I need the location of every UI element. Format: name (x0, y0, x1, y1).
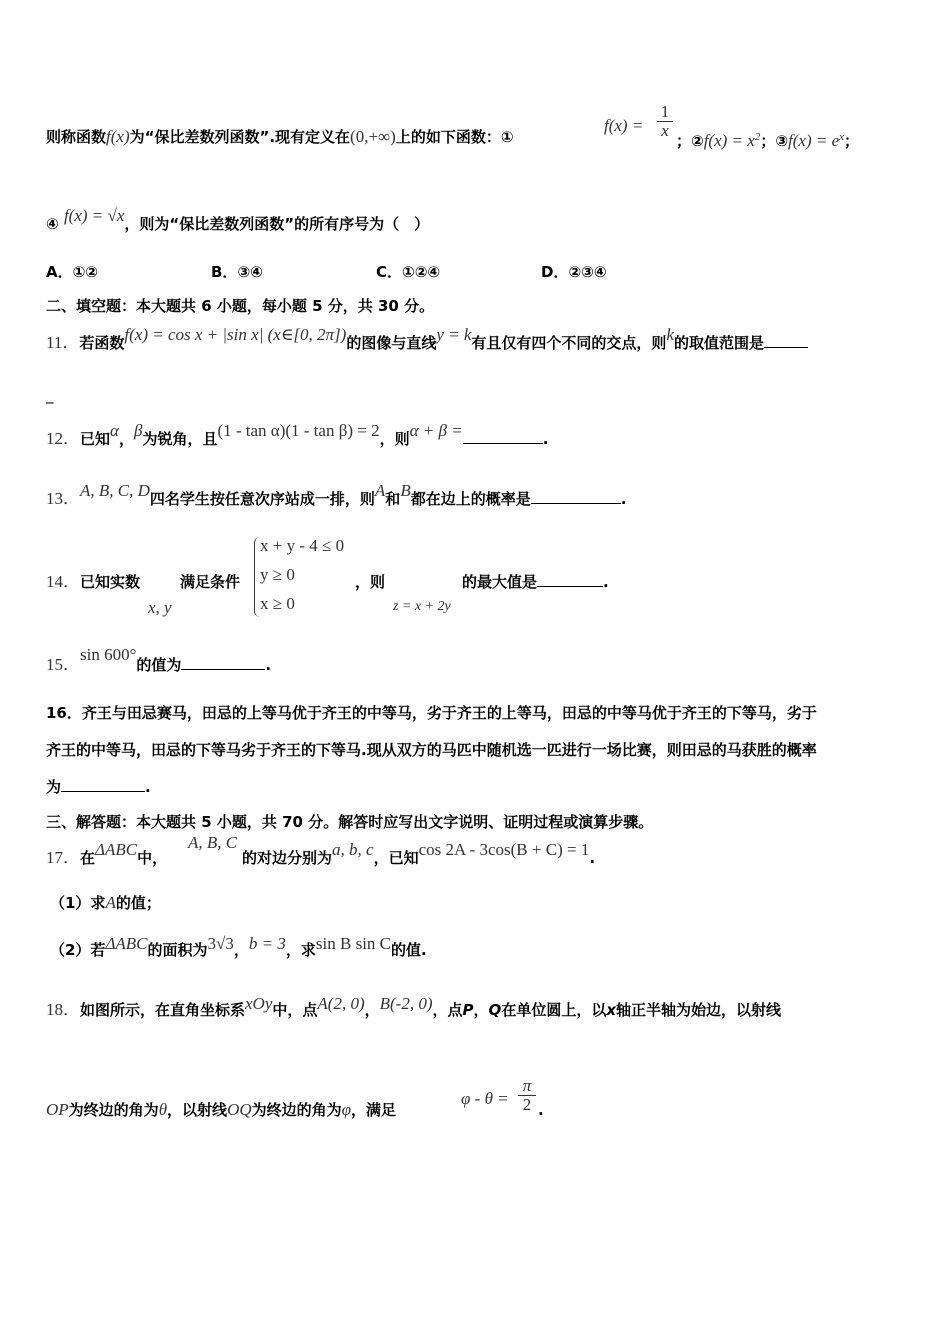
math-area: 3√3 (207, 934, 234, 953)
math-formula: f(x) = cos x + |sin x| (x∈[0, 2π]) (124, 325, 347, 344)
text: 为“保比差数列函数”.现有定义在 (129, 128, 351, 146)
question-number: 11． (46, 333, 80, 352)
question-11 (46, 325, 808, 353)
text: 四名学生按任意次序站成一排，则 (149, 490, 375, 508)
text: ；③ (760, 132, 789, 150)
text: 为终边的角为 (251, 1101, 342, 1119)
text: . (542, 430, 549, 448)
math-point-b: B(-2, 0) (379, 994, 433, 1013)
math-vars: A, B, C (188, 833, 238, 852)
text: 已知 (80, 430, 111, 448)
q10-stem-line1 (46, 127, 514, 147)
math-b: B (400, 481, 411, 500)
fraction-denominator: x (661, 121, 669, 140)
text: . (538, 1101, 544, 1119)
option-c[interactable] (376, 262, 440, 282)
text: 有且仅有四个不同的交点，则 (471, 334, 667, 352)
question-number: 17． (46, 848, 80, 867)
q10-stem-line1-tail (676, 127, 859, 151)
option-label: C． (376, 263, 403, 281)
math-f1-lhs: f(x) = (604, 116, 644, 135)
text: ，满足 (351, 1101, 397, 1119)
text: 满足条件 (180, 573, 241, 591)
text: 为终边的角为 (68, 1101, 159, 1119)
fraction-numerator: π (522, 1076, 532, 1095)
question-16-line3 (46, 777, 151, 797)
math-a: A (374, 481, 386, 500)
question-18-line2 (46, 1100, 396, 1120)
section-heading-fill-in: 二、填空题：本大题共 6 小题，每小题 5 分，共 30 分。 (46, 297, 435, 315)
math-sides: a, b, c (332, 840, 374, 859)
math-phi: φ (341, 1100, 352, 1119)
text: . (145, 778, 151, 796)
text: 中，点 (272, 1001, 318, 1019)
math-theta: θ (158, 1100, 168, 1119)
math-op: OP (46, 1100, 69, 1119)
text: ，点 (432, 1001, 463, 1019)
math-b: b = 3 (248, 934, 286, 953)
text: ；② (676, 132, 704, 150)
text: . (620, 490, 627, 508)
question-11-cont: _ (46, 386, 54, 404)
math-k: k (666, 325, 674, 344)
option-b[interactable] (211, 262, 263, 282)
text: ， (233, 941, 249, 959)
text: （2）若 (50, 941, 106, 959)
question-17-part2 (50, 934, 427, 960)
text: 则称函数 (46, 128, 107, 146)
text: . (603, 573, 609, 591)
math-fx: f(x) (106, 127, 130, 146)
text: ，则为“保比差数列函数”的所有序号为（ ） (124, 215, 430, 233)
answer-blank[interactable] (764, 333, 808, 348)
question-15 (46, 645, 272, 675)
answer-blank[interactable] (531, 489, 621, 504)
math-f1-fraction (657, 103, 673, 140)
option-d[interactable] (541, 262, 607, 282)
text: ，求 (285, 941, 316, 959)
text: ，已知 (373, 849, 419, 867)
math-line: y = k (436, 325, 472, 344)
fraction-denominator: 2 (522, 1095, 532, 1114)
text: 的值为 (136, 656, 182, 674)
question-number: 13． (46, 489, 80, 508)
question-18-line1 (46, 994, 782, 1020)
question-16-line1: 16．齐王与田忌赛马，田忌的上等马优于齐王的中等马，劣于齐王的上等马，田忌的中等马优于齐王的下等马，劣于 (46, 704, 817, 722)
text: 已知实数 (80, 573, 141, 591)
math-beta: β (133, 421, 143, 440)
math-point-a: A(2, 0) (317, 994, 365, 1013)
math-interval: (0,+∞) (350, 127, 396, 146)
math-exponent: x (839, 131, 845, 143)
option-value: ①② (72, 263, 99, 281)
text: ， (364, 1001, 380, 1019)
text: ，则 (379, 430, 410, 448)
answer-blank[interactable] (181, 655, 265, 670)
text: 在 (80, 849, 96, 867)
text: 的对边分别为 (242, 849, 333, 867)
option-a[interactable] (46, 262, 98, 282)
question-12 (46, 421, 549, 449)
text: ，则 (355, 573, 386, 591)
option-value: ①②④ (402, 263, 441, 281)
answer-blank[interactable] (537, 572, 603, 587)
math-triangle: ΔABC (105, 934, 148, 953)
text: 的最大值是 (462, 573, 538, 591)
question-17-part1 (50, 893, 161, 913)
answer-blank[interactable] (463, 429, 543, 444)
math-var: A (105, 893, 116, 912)
text: 若函数 (79, 334, 125, 352)
math-constraint-3: x ≥ 0 (260, 594, 295, 613)
math-f3: f(x) = e (788, 131, 840, 150)
math-f4: f(x) = √x (63, 206, 125, 225)
question-number: 15． (46, 655, 80, 674)
question-16-line2: 齐王的中等马，田忌的下等马劣于齐王的下等马.现从双方的马匹中随机选一匹进行一场比赛，则田忌的马获胜的概率 (46, 741, 817, 759)
math-condition: cos 2A - 3cos(B + C) = 1 (418, 840, 590, 859)
math-x: x (606, 1001, 617, 1019)
math-condition-lhs: φ - θ = (461, 1089, 509, 1108)
math-vars: x, y (148, 598, 172, 617)
text: . (589, 849, 596, 867)
fraction-numerator: 1 (660, 102, 670, 121)
section-heading-solutions: 三、解答题：本大题共 5 小题，共 70 分。解答时应写出文字说明、证明过程或演算步骤。 (46, 813, 654, 831)
text: 的值； (115, 894, 161, 912)
math-expr: sin 600° (80, 645, 137, 664)
option-label: D． (541, 263, 569, 281)
q10-stem-line2 (46, 206, 430, 234)
option-value: ③④ (237, 263, 263, 281)
math-constraint-1: x + y - 4 ≤ 0 (260, 536, 345, 555)
question-13 (46, 481, 627, 509)
question-14 (46, 572, 140, 592)
option-label: B． (211, 263, 238, 281)
question-number: 18． (46, 1000, 80, 1019)
question-17 (46, 840, 168, 868)
text: 中， (137, 849, 168, 867)
text: 轴正半轴为始边，以射线 (616, 1001, 782, 1019)
text: 的值. (391, 941, 427, 959)
math-condition-fraction (518, 1077, 536, 1114)
text: . (265, 656, 272, 674)
text: 为锐角，且 (142, 430, 218, 448)
math-exponent: 2 (754, 131, 761, 143)
text: 如图所示，在直角坐标系 (80, 1001, 246, 1019)
math-condition: (1 - tan α)(1 - tan β) = 2 (217, 421, 380, 440)
text: 和 (385, 490, 401, 508)
text: 都在边上的概率是 (410, 490, 531, 508)
math-oq: OQ (227, 1100, 252, 1119)
math-expr: sin B sin C (315, 934, 392, 953)
text: ； (844, 132, 860, 150)
question-number: 12． (46, 429, 80, 448)
text: 在单位圆上，以 (501, 1001, 607, 1019)
math-p: P (462, 1001, 474, 1019)
math-z: z = x + 2y (393, 599, 451, 614)
question-number: 14． (46, 572, 80, 591)
math-alpha: α (110, 421, 119, 440)
text: ， (118, 430, 134, 448)
text: 的取值范围是 (673, 334, 764, 352)
answer-blank[interactable] (61, 777, 145, 792)
text: 的图像与直线 (346, 334, 437, 352)
text: ④ (46, 215, 59, 233)
text: 为 (46, 778, 62, 796)
math-vars: A, B, C, D (80, 481, 150, 500)
question-17-mid (242, 840, 596, 868)
math-expr: α + β = (409, 421, 463, 440)
math-q: Q (488, 1001, 502, 1019)
text: 上的如下函数：① (395, 128, 514, 146)
text: （1）求 (50, 894, 106, 912)
text: 的面积为 (147, 941, 208, 959)
math-triangle: ΔABC (95, 840, 138, 859)
math-f2: f(x) = x (703, 131, 755, 150)
math-system: xOy (245, 994, 273, 1013)
text: ，以射线 (167, 1101, 228, 1119)
math-constraint-2: y ≥ 0 (260, 565, 295, 584)
option-value: ②③④ (568, 263, 607, 281)
question-14-tail (462, 572, 609, 592)
text: ， (473, 1001, 489, 1019)
option-label: A． (46, 263, 73, 281)
